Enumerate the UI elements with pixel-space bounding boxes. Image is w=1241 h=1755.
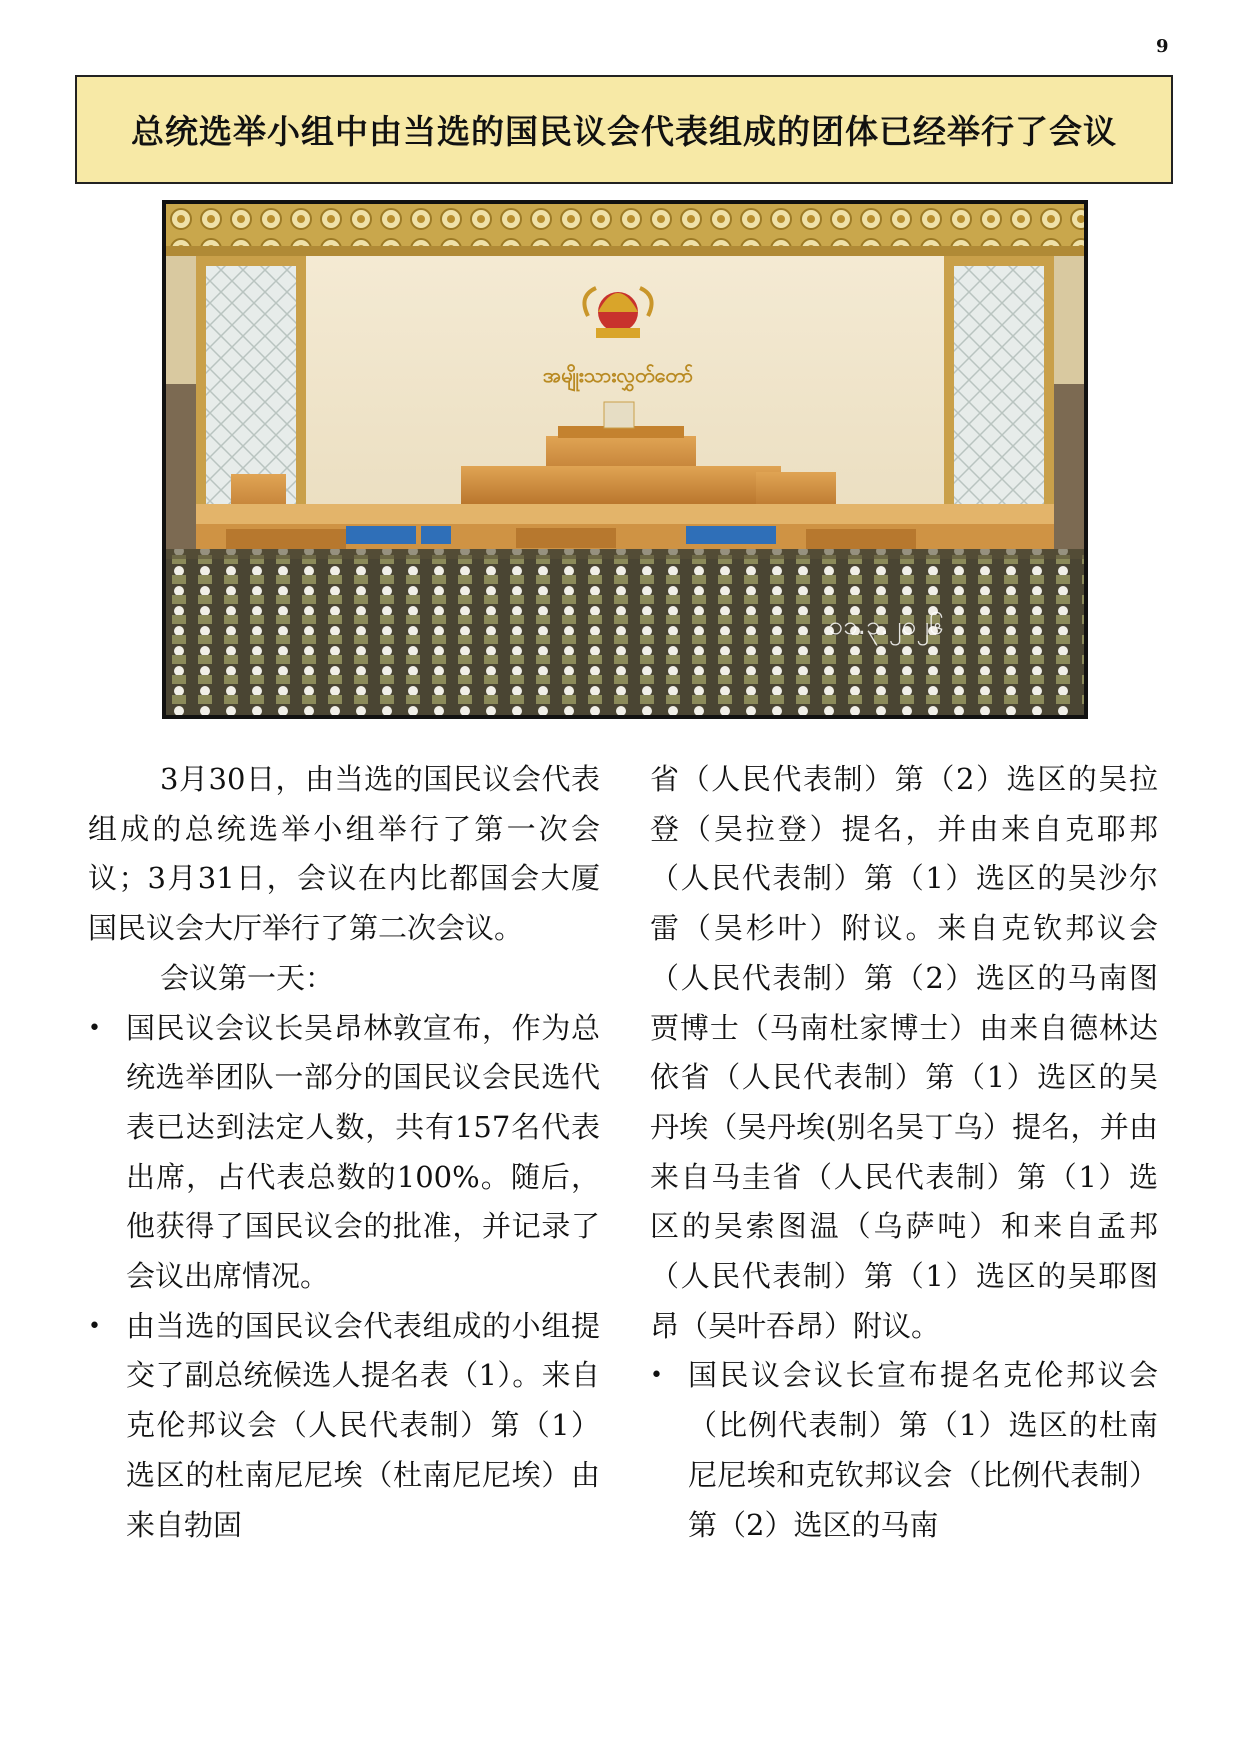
left-column — [88, 755, 600, 1550]
page-number: 9 — [1156, 36, 1169, 57]
list-item-continued: 省（人民代表制）第（2）选区的吴拉登（吴拉登）提名，并由来自克耶邦（人民代表制）第（1）选区的吴沙尔雷（吴杉叶）附议。来自克钦邦议会（人民代表制）第（2）选区的马南图贾博士（马南杜家博士）由来自德林达依省（人民代表制）第（1）选区的吴丹埃（吴丹埃(别名吴丁乌）提名，并由来自马圭省（人民代表制）第（1）选区的吴索图温（乌萨吨）和来自孟邦（人民代表制）第（1）选区的吴耶图昂（吴叶吞昂）附议。 — [650, 762, 1158, 1343]
list-item: • 国民议会议长宣布提名克伦邦议会（比例代表制）第（1）选区的杜南尼尼埃和克钦邦议会（比例代表制）第（2）选区的马南 — [650, 1351, 1158, 1550]
right-column — [650, 755, 1158, 1550]
title-banner — [75, 75, 1173, 184]
day-one-heading: 会议第一天： — [160, 960, 335, 995]
parliament-hall-illustration — [166, 204, 1084, 715]
parliament-hall-photo — [162, 200, 1088, 719]
emblem-caption: အမျိုးသားလွှတ်တော် — [542, 363, 694, 387]
page-title: 总统选举小组中由当选的国民议会代表组成的团体已经举行了会议 — [131, 112, 1117, 151]
date-watermark: ၁၁.၃.၂၀၂၆ — [828, 611, 944, 641]
list-item: • 由当选的国民议会代表组成的小组提交了副总统候选人提名表（1）。来自克伦邦议会（人民代表制）第（1）选区的杜南尼尼埃（杜南尼尼埃）由来自勃固 — [88, 1302, 600, 1551]
intro-paragraph: 3月30日，由当选的国民议会代表组成的总统选举小组举行了第一次会议；3月31日，会议在内比都国会大厦国民议会大厅举行了第二次会议。 — [88, 762, 600, 946]
list-item: • 国民议会议长吴昂林敦宣布，作为总统选举团队一部分的国民议会民选代表已达到法定人数，共有157名代表出席，占代表总数的100%。随后，他获得了国民议会的批准，并记录了会议出席情况。 — [88, 1004, 600, 1302]
